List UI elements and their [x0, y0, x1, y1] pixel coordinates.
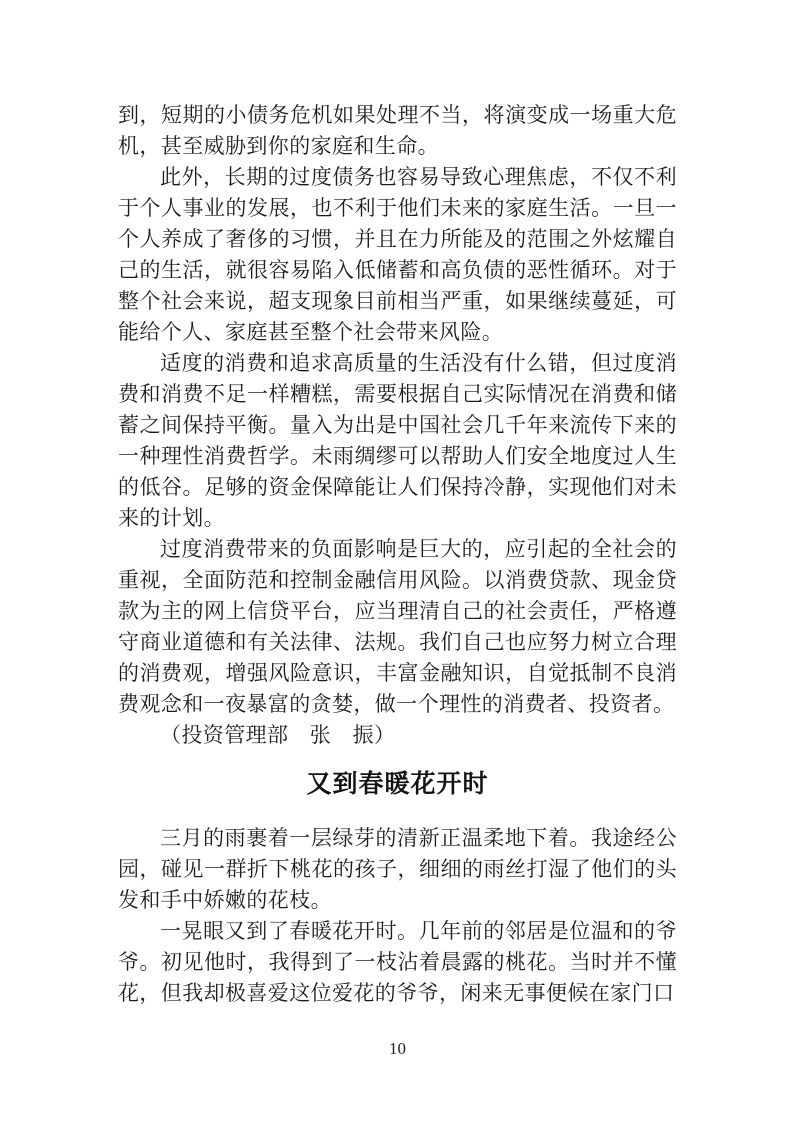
article-spring — [118, 765, 677, 1009]
page-content — [118, 100, 677, 1009]
article-consumption — [118, 100, 677, 751]
page-number: 10 — [389, 1039, 406, 1058]
paragraph: 三月的雨裹着一层绿芽的清新正温柔地下着。我途经公园，碰见一群折下桃花的孩子，细细的雨丝打湿了他们的头发和手中娇嫩的花枝。 — [118, 826, 677, 912]
paragraph: 过度消费带来的负面影响是巨大的，应引起的全社会的重视，全面防范和控制金融信用风险。以消费贷款、现金贷款为主的网上信贷平台，应当理清自己的社会责任，严格遵守商业道德和有关法律、法规。我们自己也应努力树立合理的消费观，增强风险意识，丰富金融知识，自觉抵制不良消费观念和一夜暴富的贪婪，做一个理性的消费者、投资者。 — [118, 537, 677, 716]
paragraph: 一晃眼又到了春暖花开时。几年前的邻居是位温和的爷爷。初见他时，我得到了一枝沾着晨露的桃花。当时并不懂花，但我却极喜爱这位爱花的爷爷，闲来无事便候在家门口 — [118, 919, 677, 1005]
paragraph: 适度的消费和追求高质量的生活没有什么错，但过度消费和消费不足一样糟糕，需要根据自己实际情况在消费和储蓄之间保持平衡。量入为出是中国社会几千年来流传下来的一种理性消费哲学。未雨绸缪可以帮助人们安全地度过人生的低谷。足够的资金保障能让人们保持冷静，实现他们对未来的计划。 — [118, 351, 677, 530]
author-attribution: （投资管理部 张 振） — [160, 723, 396, 747]
article-title: 又到春暖花开时 — [306, 770, 489, 798]
paragraph: 此外，长期的过度债务也容易导致心理焦虑，不仅不利于个人事业的发展，也不利于他们未来的家庭生活。一旦一个人养成了奢侈的习惯，并且在力所能及的范围之外炫耀自己的生活，就很容易陷入低储蓄和高负债的恶性循环。对于整个社会来说，超支现象目前相当严重，如果继续蔓延，可能给个人、家庭甚至整个社会带来风险。 — [118, 165, 677, 344]
paragraph: 到，短期的小债务危机如果处理不当，将演变成一场重大危机，甚至威胁到你的家庭和生命。 — [118, 103, 677, 158]
